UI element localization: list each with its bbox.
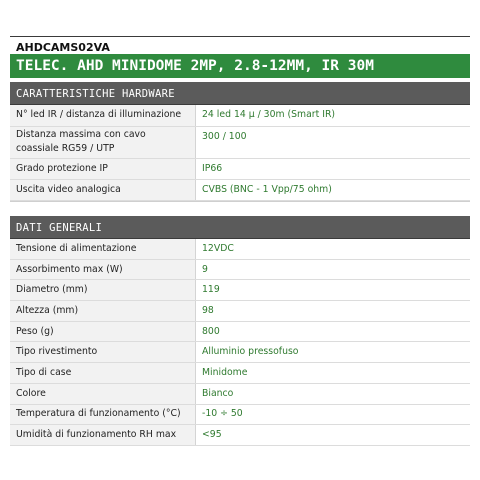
spec-label: Uscita video analogica <box>10 179 196 200</box>
spec-value: 800 <box>196 321 471 342</box>
table-row <box>10 179 470 200</box>
table-row <box>10 363 470 384</box>
table-row <box>10 105 470 126</box>
general-spec-table <box>10 239 470 446</box>
table-row <box>10 425 470 446</box>
table-row <box>10 404 470 425</box>
spec-sheet <box>10 36 470 446</box>
product-title: TELEC. AHD MINIDOME 2MP, 2.8-12MM, IR 30M <box>10 54 470 78</box>
spec-label: Grado protezione IP <box>10 158 196 179</box>
spec-label: Tipo rivestimento <box>10 342 196 363</box>
spec-value: Minidome <box>196 363 471 384</box>
table-row <box>10 126 470 158</box>
section-spacer <box>10 201 470 216</box>
spec-label: Altezza (mm) <box>10 301 196 322</box>
table-row <box>10 301 470 322</box>
table-row <box>10 280 470 301</box>
spec-label: Temperatura di funzionamento (°C) <box>10 404 196 425</box>
table-row <box>10 158 470 179</box>
spec-value: Bianco <box>196 383 471 404</box>
spec-label: Tipo di case <box>10 363 196 384</box>
spec-label: Tensione di alimentazione <box>10 239 196 260</box>
table-row <box>10 383 470 404</box>
spec-value: 119 <box>196 280 471 301</box>
spec-label: Colore <box>10 383 196 404</box>
spec-value: 9 <box>196 259 471 280</box>
spec-label: Diametro (mm) <box>10 280 196 301</box>
model-code: AHDCAMS02VA <box>16 41 110 54</box>
table-row <box>10 239 470 260</box>
spec-label: Umidità di funzionamento RH max <box>10 425 196 446</box>
spec-value: 12VDC <box>196 239 471 260</box>
spec-label: Peso (g) <box>10 321 196 342</box>
hardware-spec-table <box>10 105 470 201</box>
section-header-hardware: CARATTERISTICHE HARDWARE <box>10 82 470 105</box>
spec-value: 98 <box>196 301 471 322</box>
table-row <box>10 259 470 280</box>
table-row <box>10 342 470 363</box>
spec-value: -10 ÷ 50 <box>196 404 471 425</box>
spec-value: <95 <box>196 425 471 446</box>
spec-value: CVBS (BNC - 1 Vpp/75 ohm) <box>196 179 471 200</box>
spec-value: Alluminio pressofuso <box>196 342 471 363</box>
spec-value: IP66 <box>196 158 471 179</box>
table-row <box>10 321 470 342</box>
spec-value: 24 led 14 µ / 30m (Smart IR) <box>196 105 471 126</box>
spec-label: Distanza massima con cavo coassiale RG59 / UTP <box>10 126 196 158</box>
spec-value: 300 / 100 <box>196 126 471 158</box>
spec-label: Assorbimento max (W) <box>10 259 196 280</box>
spec-label: N° led IR / distanza di illuminazione <box>10 105 196 126</box>
section-header-general: DATI GENERALI <box>10 216 470 239</box>
